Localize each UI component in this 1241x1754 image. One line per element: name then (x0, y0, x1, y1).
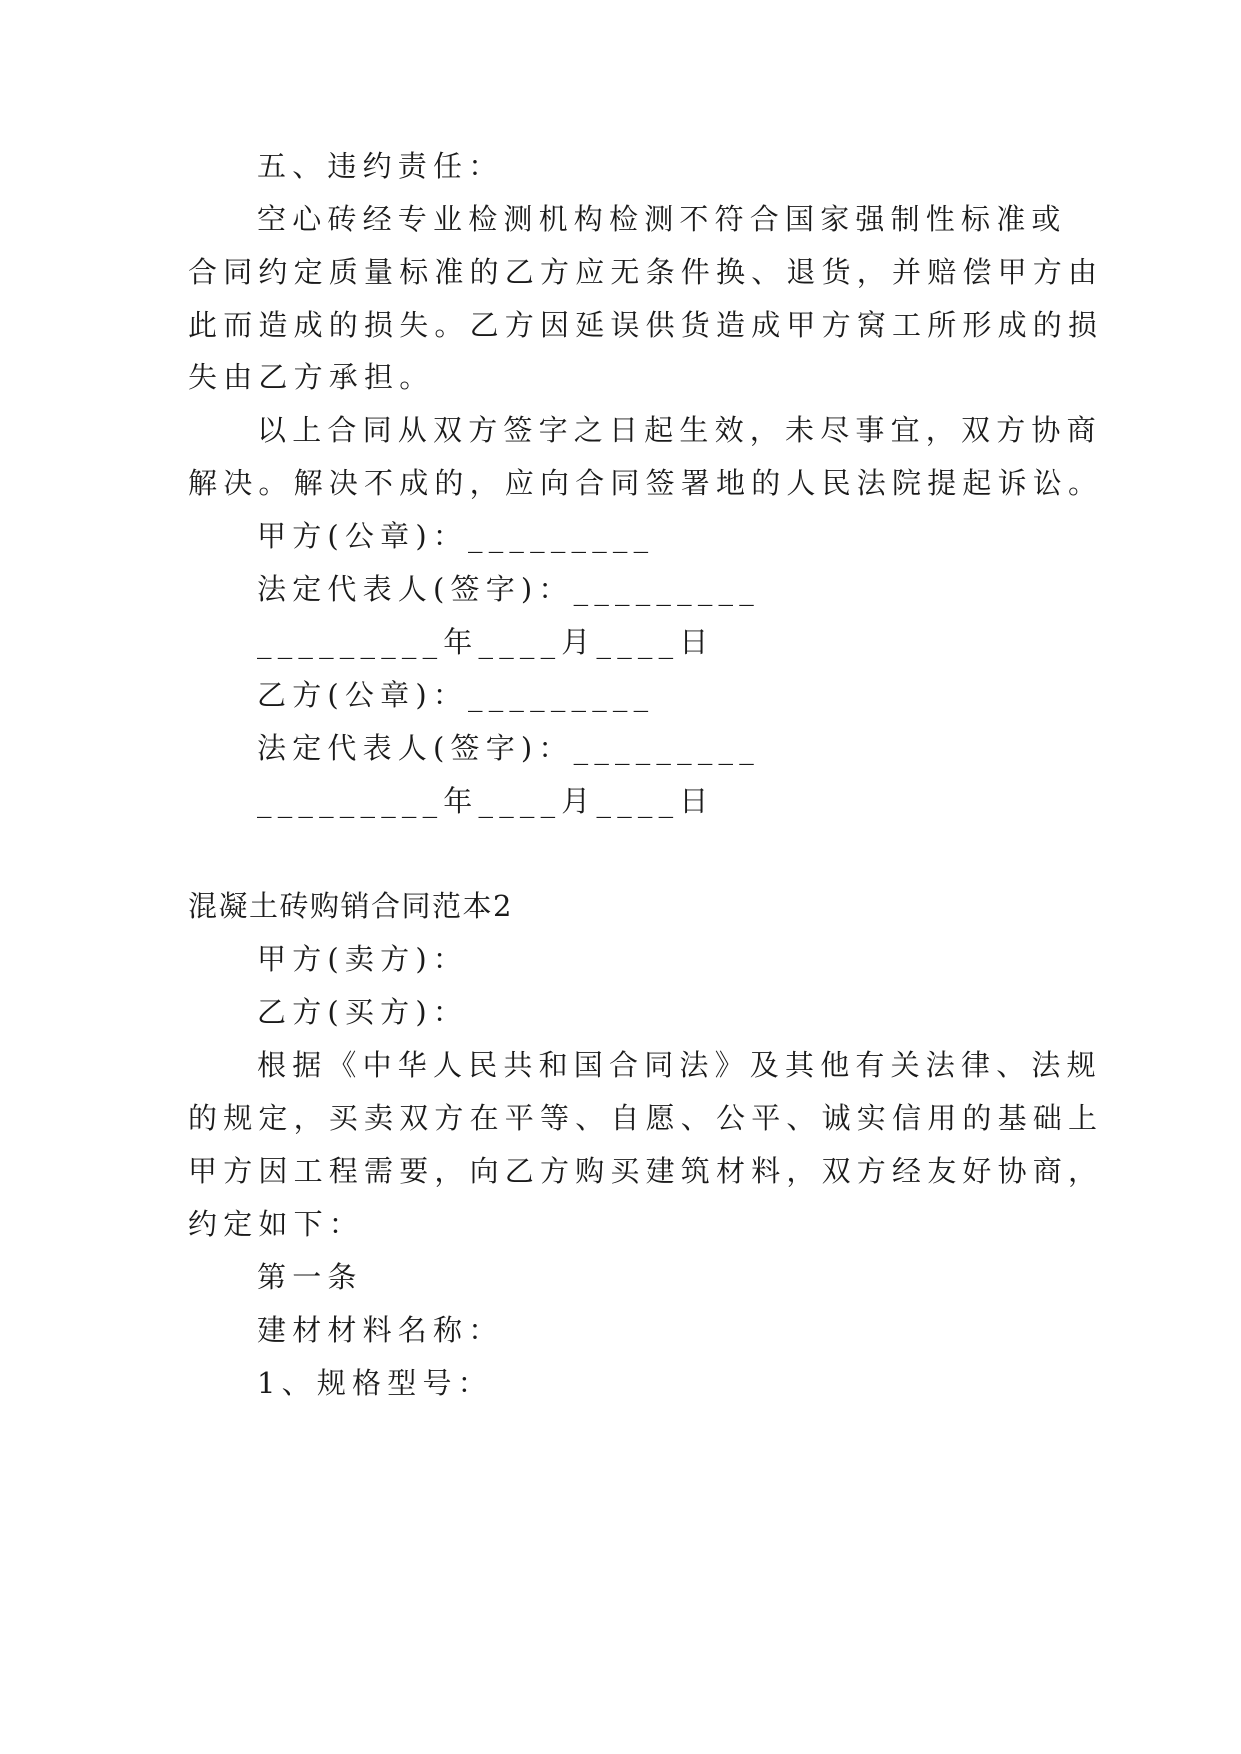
party-a-date-line: _________年____月____日 (257, 625, 715, 659)
party-a-representative-line: 法定代表人(签字)：_________ (257, 572, 760, 606)
paragraph-line: 合同约定质量标准的乙方应无条件换、退货，并赔偿甲方由 (188, 255, 1104, 289)
party-b-date-line: _________年____月____日 (257, 784, 715, 818)
paragraph-line: 以上合同从双方签字之日起生效，未尽事宜，双方协商 (257, 413, 1102, 447)
paragraph-line: 空心砖经专业检测机构检测不符合国家强制性标准或 (257, 202, 1067, 236)
buyer-line: 乙方(买方)： (257, 995, 469, 1029)
material-name-line: 建材材料名称： (257, 1313, 504, 1347)
section-heading: 五、违约责任： (257, 149, 504, 183)
paragraph-line: 的规定，买卖双方在平等、自愿、公平、诚实信用的基础上 (188, 1101, 1104, 1135)
paragraph-line: 失由乙方承担。 (188, 360, 435, 394)
party-b-representative-line: 法定代表人(签字)：_________ (257, 731, 760, 765)
paragraph-line: 此而造成的损失。乙方因延误供货造成甲方窝工所形成的损 (188, 308, 1104, 342)
paragraph-line: 甲方因工程需要，向乙方购买建筑材料，双方经友好协商， (188, 1154, 1104, 1188)
paragraph-line: 约定如下： (188, 1207, 365, 1241)
contract-title: 混凝土砖购销合同范本2 (188, 889, 513, 923)
party-b-seal-line: 乙方(公章)：_________ (257, 678, 655, 712)
article-heading: 第一条 (257, 1260, 363, 1294)
party-a-seal-line: 甲方(公章)：_________ (257, 519, 655, 553)
paragraph-line: 解决。解决不成的，应向合同签署地的人民法院提起诉讼。 (188, 466, 1104, 500)
paragraph-line: 根据《中华人民共和国合同法》及其他有关法律、法规 (257, 1048, 1102, 1082)
spec-line: 1、规格型号： (257, 1366, 493, 1400)
seller-line: 甲方(卖方)： (257, 942, 469, 976)
